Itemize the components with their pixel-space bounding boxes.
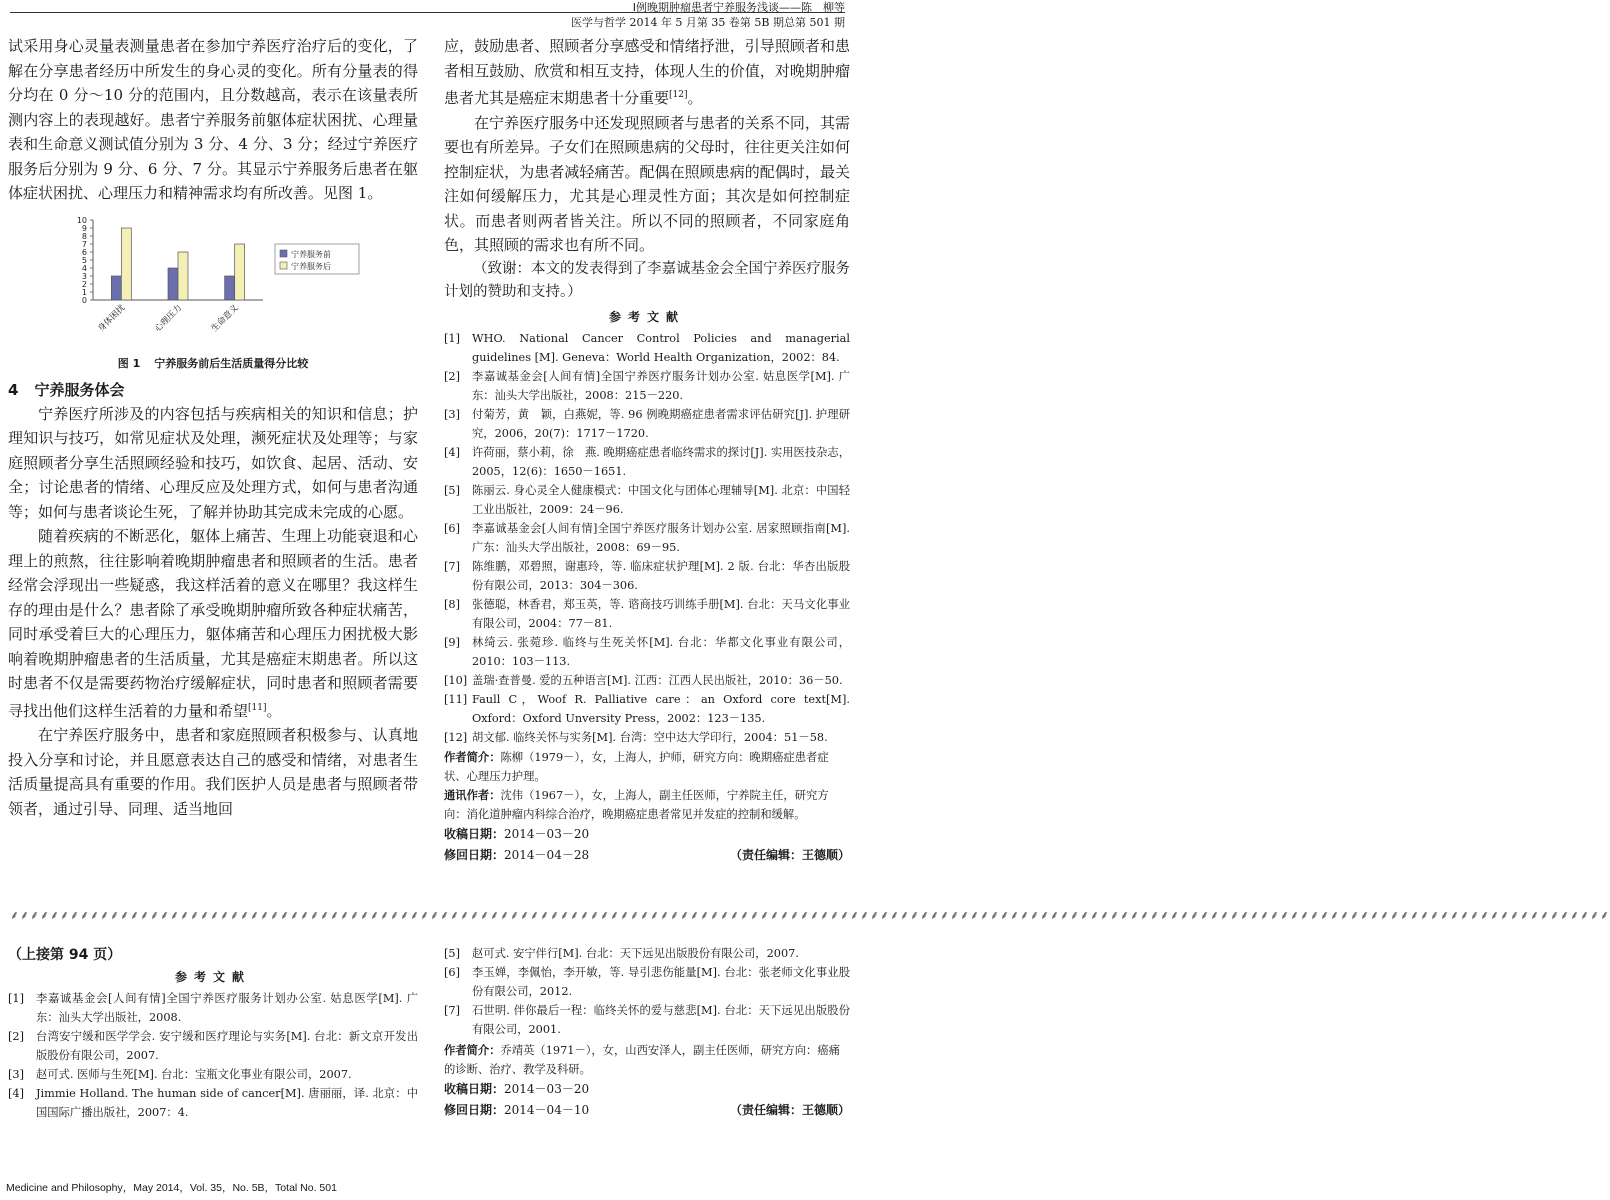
y-tick-label: 5 (81, 255, 87, 265)
legend-swatch (280, 250, 287, 257)
acknowledgement: （致谢：本文的发表得到了李嘉诚基金会全国宁养医疗服务计划的赞助和支持。） (444, 260, 850, 300)
lower-reference-list-continued (444, 944, 850, 1039)
reference-text: 许荷丽，蔡小莉，徐 燕. 晚期癌症患者临终需求的探讨[J]. 实用医技杂志，2005，12(6)：1650－1651. (472, 445, 850, 478)
bar-0-1 (168, 268, 178, 300)
revised-label: 修回日期： (444, 847, 505, 862)
received-value: 2014－03－20 (504, 826, 590, 841)
reference-item (444, 519, 850, 557)
revised-date (444, 845, 850, 866)
section-title: 宁养服务体会 (34, 380, 125, 399)
y-tick-label: 7 (81, 239, 87, 249)
reference-text: 石世明. 伴你最后一程：临终关怀的爱与慈悲[M]. 台北：天下远见出版股份有限公司，2001. (472, 1004, 850, 1036)
y-tick-label: 1 (81, 287, 87, 297)
reference-text: 李玉婵，李佩怡，李开敏，等. 导引悲伤能量[M]. 台北：张老师文化事业股份有限公司，2012. (472, 966, 850, 998)
reference-number: [9] (444, 635, 461, 649)
lower-received-value: 2014－03－20 (504, 1082, 590, 1096)
bar-1-1 (178, 252, 188, 300)
reference-text: 盖瑞·查普曼. 爱的五种语言[M]. 江西：江西人民出版社，2010：36－50. (472, 673, 843, 687)
reference-list (444, 329, 850, 747)
ornamental-divider: ⸙⸙⸙⸙⸙⸙⸙⸙⸙⸙⸙⸙⸙⸙⸙⸙⸙⸙⸙⸙⸙⸙⸙⸙⸙⸙⸙⸙⸙⸙⸙⸙⸙⸙⸙⸙⸙⸙⸙⸙⸙⸙⸙⸙⸙⸙⸙⸙⸙⸙⸙⸙⸙⸙⸙⸙⸙⸙⸙⸙⸙⸙⸙⸙⸙⸙⸙⸙⸙⸙⸙⸙⸙⸙⸙⸙⸙⸙⸙⸙⸙⸙⸙⸙⸙⸙⸙⸙⸙⸙⸙⸙⸙⸙⸙⸙⸙⸙⸙⸙⸙⸙⸙⸙⸙⸙⸙⸙⸙⸙⸙⸙⸙⸙⸙⸙⸙⸙⸙⸙⸙⸙⸙⸙⸙⸙⸙⸙⸙⸙⸙⸙⸙⸙⸙⸙⸙⸙⸙⸙⸙⸙⸙⸙⸙⸙⸙⸙⸙⸙⸙⸙⸙⸙⸙⸙⸙⸙⸙⸙ (10, 908, 1610, 922)
corresponding-text: 沈伟（1967－），女，上海人，副主任医师，宁养院主任，研究方向：消化道肿瘤内科综合治疗，晚期癌症患者常见并发症的控制和缓解。 (444, 788, 829, 821)
reference-text: 台湾安宁缓和医学学会. 安宁缓和医疗理论与实务[M]. 台北：新文京开发出版股份有限公司，2007. (36, 1030, 418, 1062)
author-label: 作者简介： (444, 750, 501, 764)
right-paragraph-1-end: 。 (687, 89, 703, 107)
reference-number: [11] (444, 692, 468, 706)
reference-item (8, 1065, 418, 1084)
right-paragraph-1 (444, 34, 850, 111)
reference-number: [7] (444, 1004, 461, 1017)
received-label: 收稿日期： (444, 826, 505, 841)
y-tick-label: 9 (81, 223, 87, 233)
lower-received-date (444, 1079, 850, 1100)
right-column (444, 34, 850, 866)
left-paragraph-3-text: 随着疾病的不断恶化，躯体上痛苦、生理上功能衰退和心理上的煎熬，往往影响着晚期肿瘤患者和照顾者的生活。患者经常会浮现出一些疑惑，我这样活着的意义在哪里？我这样生存的理由是什么？患者除了承受晚期肿瘤所致各种症状痛苦，同时承受着巨大的心理压力，躯体痛苦和心理压力困扰极大影响着晚期肿瘤患者的生活质量，尤其是癌症末期患者。所以这时患者不仅是需要药物治疗缓解症状，同时患者和照顾者需要寻找出他们这样生活着的力量和希望 (8, 527, 418, 720)
running-title: Ⅰ例晚期肿瘤患者宁养服务浅谈——陈 柳等 (632, 1, 845, 14)
figure-number: 图 1 (117, 356, 141, 370)
bar-chart (63, 212, 363, 352)
reference-item (444, 405, 850, 443)
section-number: 4 (8, 380, 19, 399)
reference-item (444, 557, 850, 595)
reference-item (444, 963, 850, 1001)
reference-item (444, 633, 850, 671)
reference-text: 张德聪，林香君，郑玉英，等. 谘商技巧训练手册[M]. 台北：天马文化事业有限公司，2004：77－81. (472, 597, 850, 630)
lower-revised-date (444, 1100, 850, 1121)
reference-item (444, 443, 850, 481)
reference-item (444, 1001, 850, 1039)
continued-note: （上接第 94 页） (8, 947, 122, 963)
y-tick-label: 10 (76, 215, 87, 225)
right-paragraph-2: 在宁养医疗服务中还发现照顾者与患者的关系不同，其需要也有所差异。子女们在照顾患病的父母时，往往更关注如何控制症状，为患者减轻痛苦。配偶在照顾患病的配偶时，最关注如何缓解压力，尤其是心理灵性方面；其次是如何控制症状。而患者则两者皆关注。所以不同的照顾者，不同家庭角色，其照顾的需求也有所不同。 (444, 113, 850, 254)
x-tick-label: 心理压力 (152, 302, 185, 334)
reference-text: 陈丽云. 身心灵全人健康模式：中国文化与团体心理辅导[M]. 北京：中国轻工业出版社，2009：24－96. (472, 483, 850, 516)
bar-0-0 (111, 276, 121, 300)
lower-references-heading: 参考文献 (174, 970, 251, 984)
references-heading: 参考文献 (608, 309, 685, 324)
reference-number: [6] (444, 521, 461, 535)
reference-text: Faull C，Woof R. Palliative care：an Oxford core text[M]. Oxford：Oxford Unversity Press，2002：123－135. (472, 692, 850, 725)
reference-text: WHO. National Cancer Control Policies and managerial guidelines [M]. Geneva：World Health Organization，2002：84. (472, 331, 850, 364)
corresponding-author (444, 786, 850, 824)
x-tick-label: 生命意义 (209, 302, 241, 334)
reference-text: 李嘉诚基金会[人间有情]全国宁养医疗服务计划办公室. 姑息医学[M]. 广东：汕头大学出版社，2008：215－220. (472, 369, 850, 402)
lower-editor-note: （责任编辑：王德顺） (729, 1103, 850, 1117)
lower-author-text: 乔靖英（1971－），女，山西安泽人，副主任医师，研究方向：癌痛的诊断、治疗、教学及科研。 (444, 1044, 840, 1076)
bar-1-0 (121, 228, 131, 300)
reference-number: [12] (444, 730, 468, 744)
citation-11: [11] (248, 702, 267, 713)
reference-number: [3] (444, 407, 461, 421)
bar-1-2 (235, 244, 245, 300)
reference-number: [8] (444, 597, 461, 611)
y-tick-label: 3 (81, 271, 87, 281)
header-rule (10, 12, 845, 13)
reference-number: [10] (444, 673, 468, 687)
running-header (571, 0, 845, 30)
lower-received-label: 收稿日期： (444, 1082, 505, 1096)
author-text: 陈柳（1979－），女，上海人，护师，研究方向：晚期癌症患者症状、心理压力护理。 (444, 750, 829, 783)
lower-author-label: 作者简介： (444, 1044, 501, 1057)
legend-label: 宁养服务后 (291, 261, 331, 271)
reference-item (444, 329, 850, 367)
reference-item (444, 690, 850, 728)
legend-swatch (280, 262, 287, 269)
y-tick-label: 2 (81, 279, 87, 289)
left-column (8, 34, 418, 821)
reference-text: 陈维鹏，邓碧照，谢惠玲，等. 临床症状护理[M]. 2 版. 台北：华杏出版股份有限公司，2013：304－306. (472, 559, 850, 592)
reference-number: [5] (444, 947, 461, 960)
reference-number: [2] (444, 369, 461, 383)
reference-number: [1] (8, 992, 25, 1005)
left-paragraph-4: 在宁养医疗服务中，患者和家庭照顾者积极参与、认真地投入分享和讨论，并且愿意表达自己的感受和情绪，对患者生活质量提高具有重要的作用。我们医护人员是患者与照顾者带领者，通过引导、同理、适当地回 (8, 726, 418, 818)
author-info (444, 748, 850, 786)
figure-caption (8, 355, 418, 371)
reference-text: 林绮云. 张菀珍. 临终与生死关怀[M]. 台北：华都文化事业有限公司，2010：103－113. (472, 635, 850, 668)
reference-item (444, 944, 850, 963)
reference-item (444, 671, 850, 690)
reference-text: 李嘉诚基金会[人间有情]全国宁养医疗服务计划办公室. 姑息医学[M]. 广东：汕头大学出版社，2008. (36, 992, 418, 1024)
received-date (444, 824, 850, 845)
lower-left-column (8, 944, 418, 1122)
reference-number: [4] (444, 445, 461, 459)
y-tick-label: 0 (81, 295, 87, 305)
reference-number: [1] (444, 331, 461, 345)
section-heading (8, 379, 418, 401)
reference-text: 赵可式. 医师与生死[M]. 台北：宝瓶文化事业有限公司，2007. (36, 1068, 352, 1081)
reference-item (444, 481, 850, 519)
x-tick-label: 身体困扰 (96, 302, 128, 334)
page-footer: Medicine and Philosophy，May 2014，Vol. 35，No. 5B，Total No. 501 (6, 1182, 337, 1194)
reference-item (444, 367, 850, 405)
editor-note: （责任编辑：王德顺） (729, 847, 850, 862)
reference-item (444, 595, 850, 633)
reference-text: Jimmie Holland. The human side of cancer[M]. 唐丽丽，译. 北京：中国国际广播出版社，2007：4. (36, 1087, 418, 1119)
right-paragraph-1-text: 应，鼓励患者、照顾者分享感受和情绪抒泄，引导照顾者和患者相互鼓励、欣赏和相互支持，体现人生的价值，对晚期肿瘤患者尤其是癌症末期患者十分重要 (444, 37, 850, 107)
reference-number: [2] (8, 1030, 25, 1043)
figure-1 (8, 212, 418, 371)
left-paragraph-3 (8, 524, 418, 723)
reference-text: 付菊芳，黄 颖，白燕妮，等. 96 例晚期癌症患者需求评估研究[J]. 护理研究，2006，20(7)：1717－1720. (472, 407, 850, 440)
lower-right-column (444, 944, 850, 1121)
journal-info: 医学与哲学 2014 年 5 月第 35 卷第 5B 期总第 501 期 (570, 16, 845, 29)
figure-title: 宁养服务前后生活质量得分比较 (154, 356, 309, 370)
reference-number: [5] (444, 483, 461, 497)
reference-text: 赵可式. 安宁伴行[M]. 台北：天下远见出版股份有限公司，2007. (472, 947, 799, 960)
left-paragraph-2: 宁养医疗所涉及的内容包括与疾病相关的知识和信息；护理知识与技巧，如常见症状及处理，濒死症状及处理等；与家庭照顾者分享生活照顾经验和技巧，如饮食、起居、活动、安全；讨论患者的情绪、心理反应及处理方式，如何与患者沟通等；如何与患者谈论生死，了解并协助其完成未完成的心愿。 (8, 404, 418, 521)
citation-12: [12] (669, 90, 688, 100)
corresponding-label: 通讯作者： (444, 788, 501, 802)
reference-item (8, 1084, 418, 1122)
reference-item (444, 728, 850, 747)
y-tick-label: 8 (81, 231, 87, 241)
lower-revised-label: 修回日期： (444, 1103, 505, 1117)
reference-number: [7] (444, 559, 461, 573)
reference-text: 李嘉诚基金会[人间有情]全国宁养医疗服务计划办公室. 居家照顾指南[M]. 广东：汕头大学出版社，2008：69－95. (472, 521, 850, 554)
legend-label: 宁养服务前 (291, 249, 331, 259)
reference-item (8, 989, 418, 1027)
left-paragraph-3-end: 。 (266, 701, 282, 720)
reference-item (8, 1027, 418, 1065)
reference-number: [3] (8, 1068, 25, 1081)
reference-number: [4] (8, 1087, 25, 1100)
y-tick-label: 6 (81, 247, 87, 257)
reference-text: 胡文郁. 临终关怀与实务[M]. 台湾：空中达大学印行，2004：51－58. (472, 730, 828, 744)
revised-value: 2014－04－28 (504, 847, 590, 862)
lower-reference-list (8, 989, 418, 1122)
lower-revised-value: 2014－04－10 (504, 1103, 590, 1117)
left-paragraph-1: 试采用身心灵量表测量患者在参加宁养医疗治疗后的变化，了解在分享患者经历中所发生的身心灵的变化。所有分量表的得分均在 0 分～10 分的范围内，且分数越高，表示在该量表所测内容上的表现越好。患者宁养服务前躯体症状困扰、心理量表和生命意义测试值分别为 3 分、4 分、3 分；经过宁养医疗服务后分别为 9 分、6 分、7 分。其显示宁养服务后患者在躯体症状困扰、心理压力和精神需求均有所改善。见图 1。 (8, 37, 418, 202)
reference-number: [6] (444, 966, 461, 979)
bar-0-2 (225, 276, 235, 300)
lower-author-info (444, 1041, 850, 1079)
y-tick-label: 4 (81, 263, 87, 273)
